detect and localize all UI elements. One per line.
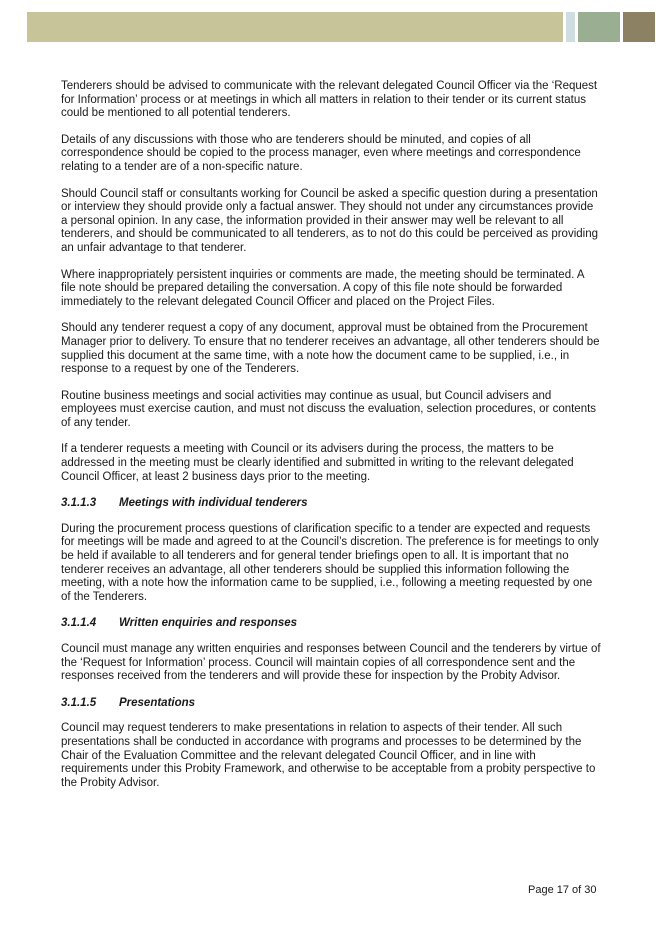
header-bar-light-block: [566, 12, 575, 42]
section-number: 3.1.1.5: [61, 696, 97, 709]
section-body: During the procurement process questions of clarification specific to a tender are expected and requests for meetings will be made and agreed to at the Council’s discretion. The preference is for meetings to only be held if available to all tenderers and for general tender briefings open to all. It is important that no tenderer receives an advantage, all other tenderers should be supplied this information following the meeting, with a note how the information came to be supplied, i.e., following a meeting requested by one of the Tenderers.: [61, 522, 599, 603]
section-title: Meetings with individual tenderers: [119, 497, 308, 510]
document-body: [61, 80, 601, 803]
section-body: Council must manage any written enquiries and responses between Council and the tenderers by virtue of the ‘Request for Information’ process. Council will maintain copies of all correspondence sent and the responses received from the tenderers and will provide these for inspection by the Probity Advisor.: [61, 643, 601, 683]
header-bar-green-block: [578, 12, 620, 42]
section-body: Council may request tenderers to make presentations in relation to aspects of their tender. All such presentations shall be conducted in accordance with programs and processes to be determined by the Chair of the Evaluation Committee and the relevant delegated Council Officer, and in line with requirements under this Probity Framework, and otherwise to be acceptable from a probity perspective to the Probity Advisor.: [61, 722, 596, 789]
paragraph: Where inappropriately persistent inquiries or comments are made, the meeting should be terminated. A file note should be prepared detailing the conversation. A copy of this file note should be forwarded immediately to the relevant delegated Council Officer and placed on the Project Files.: [61, 268, 584, 308]
paragraph: Tenderers should be advised to communicate with the relevant delegated Council Officer via the ‘Request for Information’ process or at meetings in which all matters in relation to their tender or its current status could be mentioned to all potential tenderers.: [61, 80, 598, 120]
paragraph: Should Council staff or consultants working for Council be asked a specific question during a presentation or interview they should provide only a factual answer. They should not under any circumstances provide a personal opinion. In any case, the information provided in their answer may well be relevant to all tenderers, and should be communicated to all tenderers, as to not do this could be perceived as providing an unfair advantage to that tenderer.: [61, 187, 598, 254]
paragraph: Routine business meetings and social activities may continue as usual, but Council advisers and employees must exercise caution, and must not discuss the evaluation, selection procedures, or contents of any tender.: [61, 389, 597, 429]
section-heading: [61, 697, 601, 711]
section-heading: [61, 617, 601, 631]
page-number: Page 17 of 30: [528, 884, 597, 896]
section-number: 3.1.1.4: [61, 617, 97, 630]
section-number: 3.1.1.3: [61, 497, 97, 510]
section-title: Presentations: [119, 696, 196, 709]
paragraph: Should any tenderer request a copy of any document, approval must be obtained from the Procurement Manager prior to delivery. To ensure that no tenderer receives an advantage, all other tenderers should be supplied this document at the same time, with a note how the document came to be supplied, i.e., in response to a request by one of the Tenderers.: [61, 322, 600, 376]
paragraph: Details of any discussions with those who are tenderers should be minuted, and copies of all correspondence should be copied to the process manager, even where meetings and correspondence relating to a tender are of a non-specific nature.: [61, 133, 581, 173]
header-bar-dark-block: [623, 12, 655, 42]
header-bar-main-block: [27, 12, 563, 42]
paragraph: If a tenderer requests a meeting with Council or its advisers during the process, the matters to be addressed in the meeting must be clearly identified and submitted in writing to the relevant delegated Council Officer, at least 2 business days prior to the meeting.: [61, 443, 574, 483]
section-title: Written enquiries and responses: [119, 617, 298, 630]
header-decorative-bar: [27, 12, 655, 42]
section-heading: [61, 497, 601, 511]
